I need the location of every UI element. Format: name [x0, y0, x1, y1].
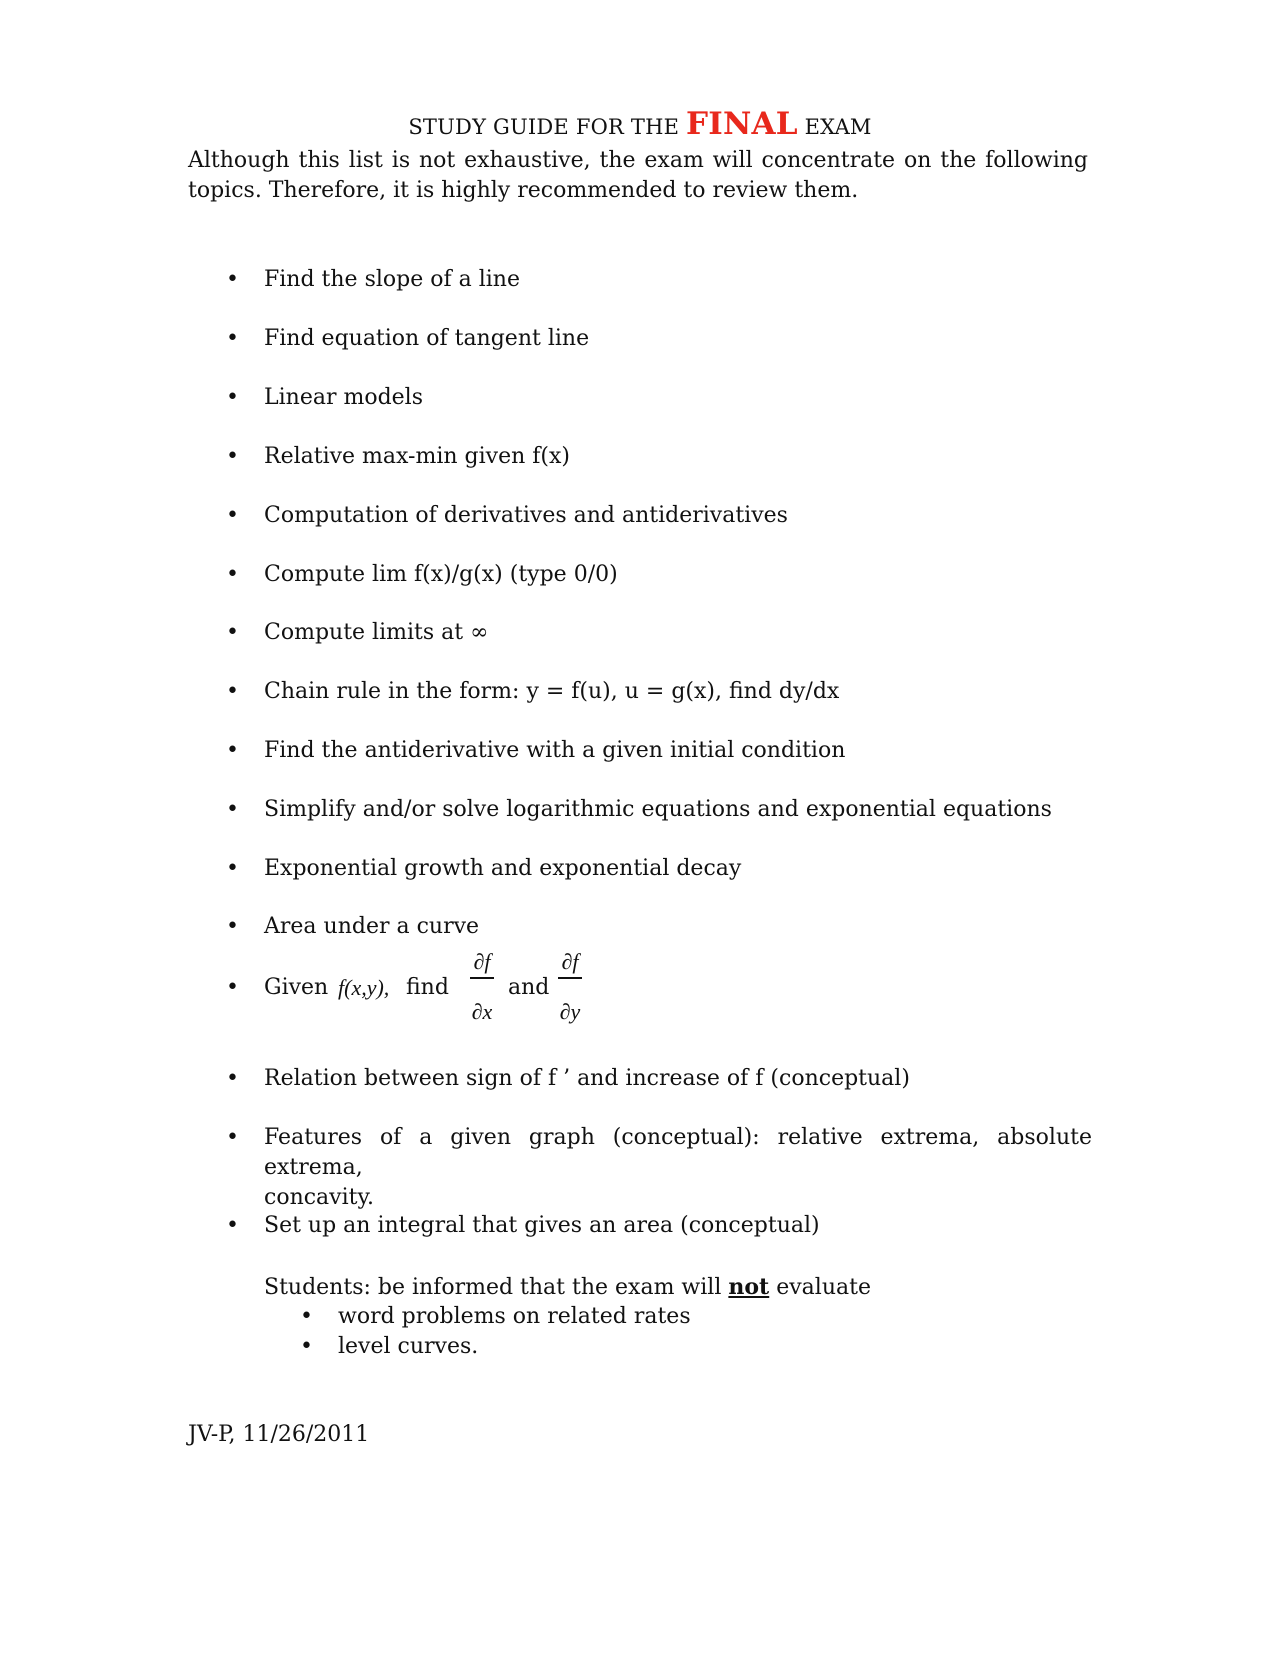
topic-text: Linear models: [264, 385, 423, 410]
topic-text: Find equation of tangent line: [264, 326, 590, 351]
fraction-numerator: ∂f: [561, 949, 579, 974]
intro-line-1: Although this list is not exhaustive, the exam will concentrate on the following: [188, 148, 1088, 173]
bullet-icon: •: [226, 267, 239, 292]
bullet-icon: •: [226, 856, 239, 881]
title-suffix: EXAM: [804, 115, 872, 139]
topic-text: Chain rule in the form: y = f(u), u = g(x), find dy/dx: [264, 679, 840, 704]
topic-text: Relative max-min given f(x): [264, 444, 570, 469]
topic-text: Exponential growth and exponential decay: [264, 856, 742, 881]
topic-text-line-1: Features of a given graph (conceptual): relative extrema, absolute extrema,: [264, 1125, 1092, 1180]
partial-given-label: Given: [264, 975, 329, 1000]
notice-not-emphasis: not: [728, 1274, 770, 1300]
bullet-icon: •: [226, 503, 239, 528]
topic-text: Area under a curve: [264, 914, 480, 939]
partial-find-label: find: [406, 975, 449, 1000]
bullet-icon: •: [226, 914, 239, 939]
bullet-icon: •: [226, 797, 239, 822]
topic-text: [264, 1123, 1092, 1213]
topic-text: Computation of derivatives and antiderivatives: [264, 503, 788, 528]
bullet-icon: •: [226, 679, 239, 704]
topic-text: Simplify and/or solve logarithmic equations and exponential equations: [264, 797, 1052, 822]
title-prefix: STUDY GUIDE FOR THE: [408, 115, 680, 139]
intro-paragraph: [188, 146, 1088, 206]
bullet-icon: •: [226, 326, 239, 351]
excluded-text: word problems on related rates: [338, 1304, 691, 1329]
topic-text: Find the antiderivative with a given initial condition: [264, 738, 846, 763]
bullet-icon: •: [226, 975, 239, 1000]
topic-text: Find the slope of a line: [264, 267, 520, 292]
fraction-numerator: ∂f: [473, 949, 491, 974]
notice-suffix: evaluate: [776, 1275, 871, 1300]
bullet-icon: •: [226, 620, 239, 645]
topic-text: Compute limits at ∞: [264, 620, 489, 645]
author-signature-date: JV-P, 11/26/2011: [188, 1422, 370, 1447]
bullet-icon: •: [226, 1125, 239, 1150]
bullet-icon: •: [226, 738, 239, 763]
bullet-icon: •: [226, 1066, 239, 1091]
bullet-icon: •: [226, 562, 239, 587]
intro-line-2: topics. Therefore, it is highly recommended to review them.: [188, 178, 859, 203]
bullet-icon: •: [226, 444, 239, 469]
fraction-bar: [470, 977, 494, 979]
fraction-denominator: ∂y: [559, 999, 581, 1024]
exclusion-notice: [264, 1272, 871, 1303]
topic-text: Compute lim f(x)/g(x) (type 0/0): [264, 562, 618, 587]
bullet-icon: •: [300, 1304, 313, 1329]
fraction-bar: [558, 977, 582, 979]
notice-prefix: Students: be informed that the exam will: [264, 1275, 722, 1300]
topic-text: Set up an integral that gives an area (conceptual): [264, 1213, 820, 1238]
page-title: [0, 106, 1280, 142]
topic-text-line-2: concavity.: [264, 1185, 374, 1210]
partial-and-label: and: [508, 975, 550, 1000]
bullet-icon: •: [226, 385, 239, 410]
excluded-text: level curves.: [338, 1334, 479, 1359]
title-final-emphasis: FINAL: [686, 106, 798, 142]
fraction-denominator: ∂x: [471, 999, 493, 1024]
bullet-icon: •: [226, 1213, 239, 1238]
bullet-icon: •: [300, 1334, 313, 1359]
topic-text: Relation between sign of f ’ and increase of f (conceptual): [264, 1066, 910, 1091]
partial-function: f(x,y),: [338, 975, 390, 1000]
